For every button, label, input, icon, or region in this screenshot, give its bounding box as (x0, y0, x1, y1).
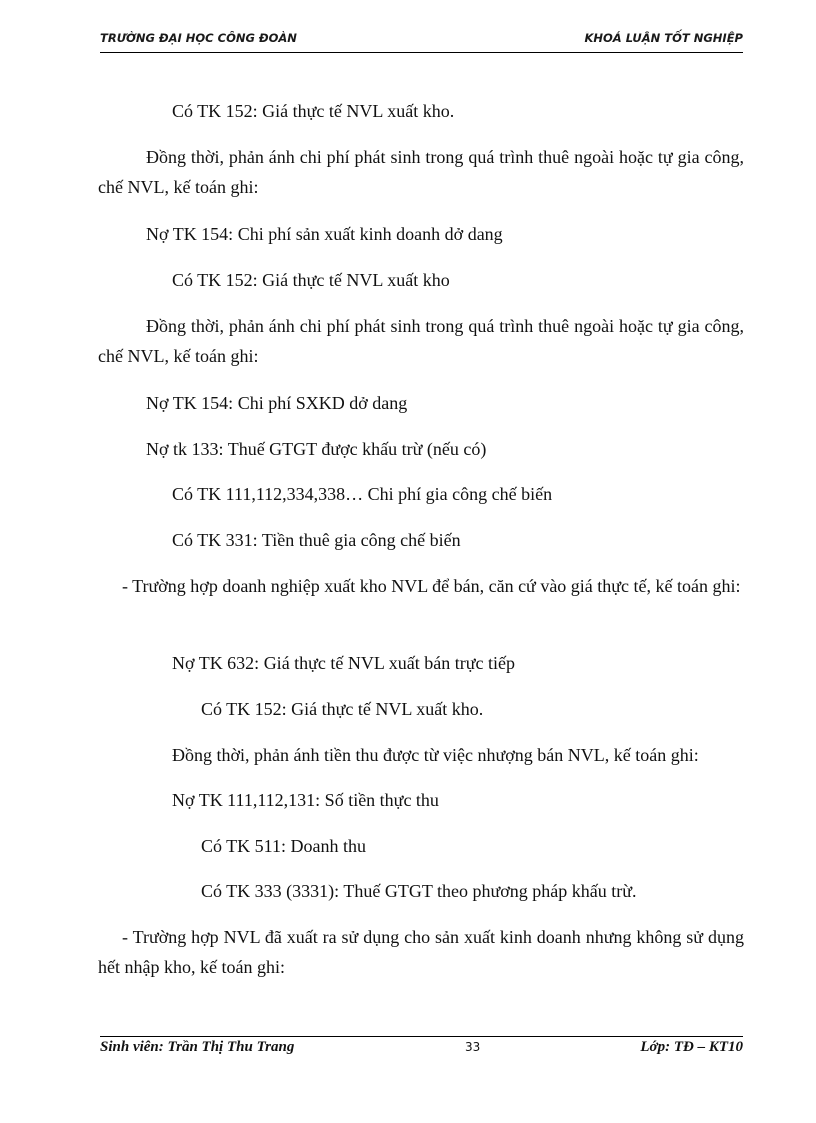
page-number: 33 (465, 1040, 481, 1054)
entry-credit-333: Có TK 333 (3331): Thuế GTGT theo phương pháp khấu trừ. (201, 881, 637, 901)
paragraph-text: Đồng thời, phản ánh chi phí phát sinh trong quá trình thuê ngoài hoặc tự gia công, chế NVL, kế toán ghi: (98, 147, 744, 197)
header-thesis-title: KHOÁ LUẬN TỐT NGHIỆP (584, 31, 743, 45)
footer-student-name: Sinh viên: Trần Thị Thu Trang (100, 1039, 295, 1055)
entry-debit-154-b: Nợ TK 154: Chi phí SXKD dở dang (146, 393, 408, 413)
entry-credit-152: Có TK 152: Giá thực tế NVL xuất kho. (172, 101, 455, 121)
entry-credit-111: Có TK 111,112,334,338… Chi phí gia công chế biến (172, 484, 553, 504)
entry-debit-133: Nợ tk 133: Thuế GTGT được khấu trừ (nếu có) (146, 439, 487, 459)
footer-class: Lớp: TĐ – KT10 (640, 1039, 743, 1055)
paragraph-text: - Trường hợp NVL đã xuất ra sử dụng cho sản xuất kinh doanh nhưng không sử dụng hết nhập kho, kế toán ghi: (98, 927, 744, 977)
paragraph-processing-costs (98, 142, 744, 202)
entry-credit-152-c: Có TK 152: Giá thực tế NVL xuất kho. (201, 699, 484, 719)
paragraph-processing-costs-2 (98, 311, 744, 371)
paragraph-text: Đồng thời, phản ánh chi phí phát sinh trong quá trình thuê ngoài hoặc tự gia công, chế NVL, kế toán ghi: (98, 316, 744, 366)
entry-credit-511: Có TK 511: Doanh thu (201, 836, 366, 856)
entry-debit-154: Nợ TK 154: Chi phí sản xuất kinh doanh dở dang (146, 224, 503, 244)
entry-credit-152-b: Có TK 152: Giá thực tế NVL xuất kho (172, 270, 450, 290)
footer-divider (100, 1036, 743, 1037)
header-school-name: TRƯỜNG ĐẠI HỌC CÔNG ĐOÀN (100, 31, 297, 45)
page-footer (100, 1039, 743, 1061)
entry-debit-111: Nợ TK 111,112,131: Số tiền thực thu (172, 790, 439, 810)
page-header (100, 28, 743, 53)
paragraph-text: - Trường hợp doanh nghiệp xuất kho NVL để bán, căn cứ vào giá thực tế, kế toán ghi: (122, 576, 741, 596)
paragraph-sale-case (98, 571, 744, 601)
entry-debit-632: Nợ TK 632: Giá thực tế NVL xuất bán trực tiếp (172, 653, 515, 673)
entry-credit-331: Có TK 331: Tiền thuê gia công chế biến (172, 530, 461, 550)
paragraph-unused-materials (98, 922, 744, 982)
sale-proceeds-intro: Đồng thời, phản ánh tiền thu được từ việc nhượng bán NVL, kế toán ghi: (172, 745, 699, 765)
